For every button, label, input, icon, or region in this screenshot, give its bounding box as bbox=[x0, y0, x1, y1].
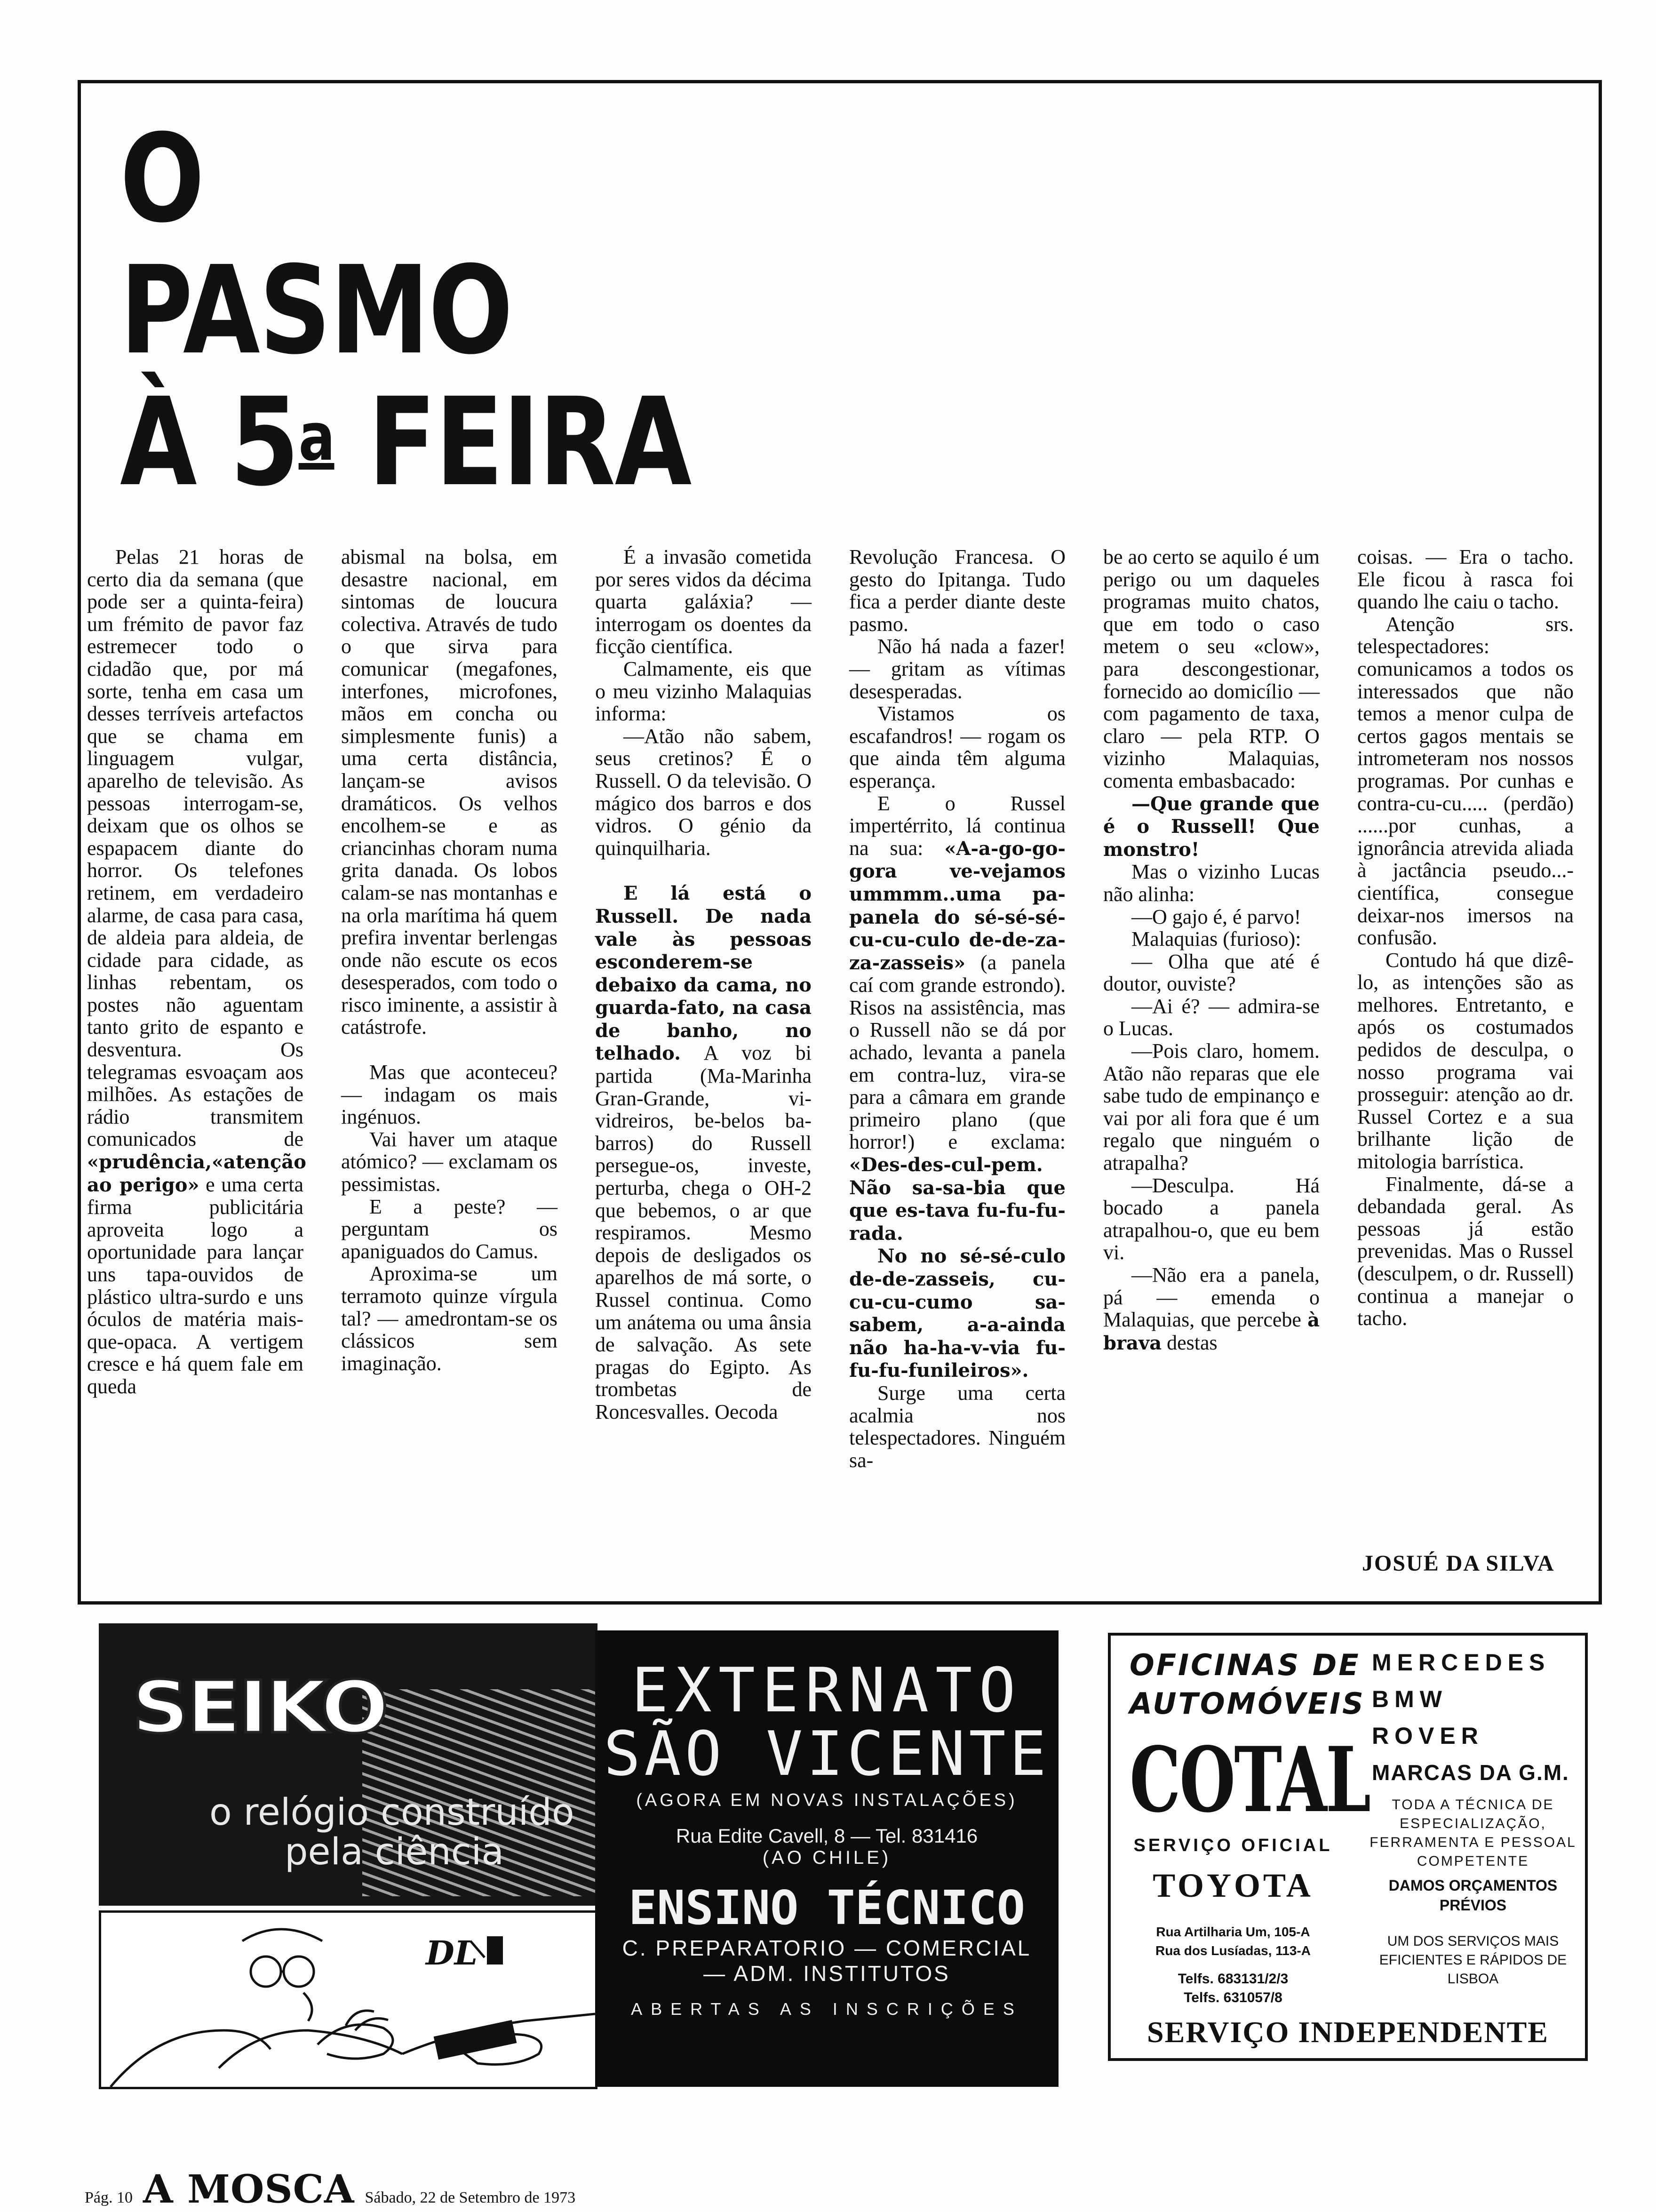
headline-line-3b: FEIRA bbox=[334, 372, 691, 513]
bold-text: No no sé-sé-culo de-de-zasseis, cu-cu-cu-cumo sa-sabem, a-a-ainda não ha-ha-v-via fu-fu-fu-funileiros». bbox=[849, 1245, 1066, 1382]
paragraph: Mas o vizinho Lucas não alinha: bbox=[1103, 860, 1320, 906]
cotal-addresses bbox=[1125, 1923, 1341, 1960]
text: e uma certa firma publicitária aproveita logo a oportunidade para lançar uns tapa-ouvidos de plástico ultra-surdo e uns óculos de matéria mais-que-opaca. A vertigem cresce e há quem fale em queda bbox=[87, 1173, 304, 1398]
page-number: Pág. 10 bbox=[85, 2189, 133, 2206]
headline-line-1: O bbox=[120, 108, 204, 249]
bold-text: «prudência,«atenção ao perigo» bbox=[87, 1151, 306, 1196]
cotal-address: Rua dos Lusíadas, 113-A bbox=[1155, 1943, 1311, 1958]
externato-note: (AGORA EM NOVAS INSTALAÇÕES) bbox=[636, 1790, 1018, 1810]
paragraph: — Olha que até é doutor, ouviste? bbox=[1103, 950, 1320, 996]
cotal-quotes: DAMOS ORÇAMENTOS PRÉVIOS bbox=[1388, 1877, 1558, 1914]
article-column-2 bbox=[341, 546, 557, 1374]
paragraph: coisas. — Era o tacho. Ele ficou à rasca foi quando lhe caiu o tacho. bbox=[1357, 545, 1574, 614]
text: Pelas 21 horas de certo dia da semana (que pode ser a quinta-feira) um frémito de pavor faz estremecer todo o cidadão que, por má sorte, tenha em casa um desses terríveis artefactos que se chama em linguagem vulgar, aparelho de televisão. As pessoas interrogam-se, deixam que os olhos se espapacem diante do horror. Os telefones retinem, em verdadeiro alarme, de casa para casa, de aldeia para aldeia, de cidade para cidade, as linhas rebentam, os postes não aguentam tanto grito de espanto e desventura. Os telegramas esvoaçam aos milhões. As estações de rádio transmitem comunicados de bbox=[87, 545, 303, 1151]
paragraph bbox=[87, 545, 306, 1398]
paragraph bbox=[849, 792, 1066, 1245]
paragraph: be ao certo se aquilo é um perigo ou um daqueles programas muito chatos, que em todo o caso metem o seu «clow», para descongestionar, fornecido ao domicílio — com pagamento de taxa, claro — pela RTP. O vizinho Malaquias, comenta embasbacado: bbox=[1103, 545, 1320, 792]
paragraph: Aproxima-se um terramoto quinze vírgula tal? — amedrontam-se os clássicos sem imaginação. bbox=[341, 1262, 557, 1375]
brand-item: MERCEDES bbox=[1372, 1649, 1551, 1676]
seiko-slogan bbox=[209, 1793, 574, 1872]
cotal-phone: Telfs. 683131/2/3 bbox=[1178, 1971, 1289, 1987]
cotal-service: SERVIÇO OFICIAL bbox=[1133, 1836, 1333, 1855]
paragraph: Surge uma certa acalmia nos telespectadores. Ninguém sa- bbox=[849, 1381, 1066, 1472]
cotal-address: Rua Artilharia Um, 105-A bbox=[1156, 1925, 1310, 1939]
paragraph: Calmamente, eis que o meu vizinho Malaquias informa: bbox=[595, 657, 812, 726]
article-column-4 bbox=[849, 546, 1066, 1471]
headline-line-3 bbox=[120, 372, 699, 513]
externato-address: Rua Edite Cavell, 8 — Tel. 831416 bbox=[676, 1825, 978, 1847]
article-column-3 bbox=[595, 546, 812, 1423]
cotal-heading bbox=[1130, 1646, 1365, 1723]
cotal-ad bbox=[1108, 1633, 1588, 2061]
paragraph bbox=[1103, 1264, 1320, 1354]
headline bbox=[120, 108, 699, 513]
headline-line-2: PASMO bbox=[120, 240, 512, 381]
article-column-1 bbox=[87, 545, 306, 1398]
cotal-footer: SERVIÇO INDEPENDENTE bbox=[1147, 2015, 1549, 2049]
externato-line-1: C. PREPARATORIO — COMERCIAL bbox=[622, 1936, 1032, 1960]
paragraph: Mas que aconteceu? — indagam os mais ingénuos. bbox=[341, 1061, 557, 1129]
paragraph: —Atão não sabem, seus cretinos? É o Russell. O da televisão. O mágico dos barros e dos vidros. O génio da quinquilharia. bbox=[595, 724, 812, 860]
externato-city: (AO CHILE) bbox=[762, 1847, 892, 1868]
cartoon-drawing-icon bbox=[101, 1913, 595, 2087]
page-footer bbox=[85, 2167, 575, 2212]
paragraph bbox=[1103, 792, 1320, 861]
bold-text: E lá está o Russell. De nada vale às pessoas esconderem-se debaixo da cama, no guarda-fato, na casa de banho, no telhado. bbox=[595, 882, 812, 1065]
seiko-logo: SEIKO bbox=[132, 1665, 386, 1750]
text: destas bbox=[1162, 1331, 1218, 1354]
externato-title-2: SÃO VICENTE bbox=[604, 1718, 1050, 1789]
slogan-line: pela ciência bbox=[285, 1831, 504, 1873]
issue-date: Sábado, 22 de Setembro de 1973 bbox=[365, 2189, 576, 2206]
cotal-heading-line: AUTOMÓVEIS bbox=[1130, 1686, 1365, 1721]
article-column-5 bbox=[1103, 546, 1320, 1354]
externato-subtitle: ENSINO TÉCNICO bbox=[629, 1880, 1025, 1935]
paragraph: É a invasão cometida por seres vidos da décima quarta galáxia? — interrogam os doentes da ficção científica. bbox=[595, 545, 812, 658]
brand-item: MARCAS DA G.M. bbox=[1372, 1760, 1569, 1785]
headline-line-3a: À 5 bbox=[120, 372, 299, 513]
text: —Não era a panela, pá — emenda o Malaquias, que percebe bbox=[1103, 1263, 1320, 1332]
text: E o Russel impertérrito, lá continua na sua: bbox=[849, 791, 1066, 860]
cotal-brands bbox=[1372, 1644, 1569, 1791]
brand-item: BMW bbox=[1372, 1686, 1448, 1712]
paragraph: Vai haver um ataque atómico? — exclamam os pessimistas. bbox=[341, 1127, 557, 1196]
paragraph: Vistamos os escafandros! — rogam os que ainda têm alguma esperança. bbox=[849, 702, 1066, 792]
externato-line-2: — ADM. INSTITUTOS bbox=[703, 1961, 950, 1986]
article-column-6 bbox=[1357, 546, 1574, 1330]
masthead: A MOSCA bbox=[143, 2167, 355, 2212]
paragraph: Não há nada a fazer! — gritam as vítimas desesperadas. bbox=[849, 635, 1066, 703]
cotal-heading-line: OFICINAS DE bbox=[1130, 1648, 1361, 1682]
brand-item: ROVER bbox=[1372, 1723, 1484, 1749]
paragraph: Finalmente, dá-se a debandada geral. As pessoas já estão prevenidas. Mas o Russel (desculpem, o dr. Russell) continua a manejar o tacho. bbox=[1357, 1172, 1574, 1330]
externato-footer: ABERTAS AS INSCRIÇÕES bbox=[631, 1999, 1023, 2019]
externato-ad bbox=[595, 1630, 1059, 2087]
cotal-logo: COTAL bbox=[1130, 1727, 1370, 1832]
externato-title-1: EXTERNATO bbox=[631, 1654, 1022, 1726]
cartoon-illustration bbox=[99, 1910, 597, 2089]
paragraph: abismal na bolsa, em desastre nacional, em sintomas de loucura colectiva. Através de tudo o que sirva para comunicar (megafones, interfones, microfones, mãos em concha ou simplesmente funis) a uma certa distância, lançam-se avisos dramáticos. Os velhos encolhem-se e as criancinhas choram numa grita danada. Os lobos calam-se nas montanhas e na orla marítima há quem prefira inventar berlengas onde não escute os ecos desesperados, com todo o risco iminente, a assistir à catástrofe. bbox=[341, 545, 557, 1039]
paragraph: —Pois claro, homem. Atão não reparas que ele sabe tudo de empinanço e vai por ali fora que é um regalo que ninguém o atrapalha? bbox=[1103, 1039, 1320, 1175]
cotal-phone: Telfs. 631057/8 bbox=[1184, 1990, 1282, 2005]
paragraph: E a peste? — perguntam os apaniguados do Camus. bbox=[341, 1195, 557, 1263]
article-columns bbox=[87, 546, 1583, 1581]
cotal-toyota: TOYOTA bbox=[1153, 1867, 1314, 1904]
paragraph bbox=[595, 882, 812, 1423]
bold-text: à brava bbox=[1103, 1309, 1320, 1354]
cotal-best-service: UM DOS SERVIÇOS MAIS EFICIENTES E RÁPIDOS DE LISBOA bbox=[1379, 1933, 1567, 1987]
cotal-technique: TODA A TÉCNICA DE ESPECIALIZAÇÃO, FERRAMENTA E PESSOAL COMPETENTE bbox=[1369, 1797, 1576, 1869]
paragraph: Contudo há que dizê-lo, as intenções são as melhores. Entretanto, e após os costumados pedidos de desculpa, o nosso programa vai prosseguir: atenção ao dr. Russel Cortez e a sua brilhante lição de mitologia barrística. bbox=[1357, 948, 1574, 1174]
paragraph: —Desculpa. Há bocado a panela atrapalhou-o, que eu bem vi. bbox=[1103, 1174, 1320, 1264]
seiko-ad bbox=[99, 1623, 597, 1906]
cartoon-signature: DL bbox=[426, 1933, 478, 1972]
text: A voz bi partida (Ma-Marinha Gran-Grande, vi-vidreiros, be-belos ba-barros) do Russell persegue-os, investe, perturba, chega o OH-2 que bebemos, o ar que respiramos. Mesmo depois de desligados os aparelhos de má sorte, o Russel continua. Como um anátema ou uma ânsia de salvação. As sete pragas do Egipto. As trombetas de Roncesvalles. Oecoda bbox=[595, 1041, 812, 1423]
bold-text: —Que grande que é o Russell! Que monstro! bbox=[1103, 792, 1320, 861]
slogan-line: o relógio construído bbox=[209, 1791, 574, 1834]
paragraph: Revolução Francesa. O gesto do Ipitanga. Tudo fica a perder diante deste pasmo. bbox=[849, 545, 1066, 636]
paragraph: Atenção srs. telespectadores: comunicamos a todos os interessados que não temos a menor culpa de certos gagos mentais se intrometeram nos nossos programas. Por cunhas e contra-cu-cu..... (perdão) ......por cunhas, a ignorância atrevida aliada à jactância pseudo...- científica, consegue deixar-nos imersos na confusão. bbox=[1357, 612, 1574, 950]
bold-text: «Des-des-cul-pem. Não sa-sa-bia que que es-tava fu-fu-fu-rada. bbox=[849, 1154, 1066, 1245]
paragraph: Malaquias (furioso): bbox=[1131, 927, 1301, 951]
cotal-phones bbox=[1125, 1970, 1341, 2007]
byline: JOSUÉ DA SILVA bbox=[1362, 1551, 1555, 1576]
text: (a panela caí com grande estrondo). Risos na assistência, mas o Russell não se dá por achado, levanta a panela em contra-luz, vira-se para a câmara em grande primeiro plano (que horror!) e exclama: bbox=[849, 950, 1066, 1154]
headline-ordinal: a bbox=[298, 399, 334, 476]
paragraph bbox=[849, 1245, 1066, 1382]
bold-text: «A-a-go-go-gora ve-vejamos ummmm..uma pa-panela do sé-sé-sé-cu-cu-culo de-de-za-za-zasseis» bbox=[849, 837, 1066, 974]
paragraph: —Ai é? — admira-se o Lucas. bbox=[1103, 994, 1320, 1040]
paragraph: —O gajo é, é parvo! bbox=[1131, 905, 1301, 928]
